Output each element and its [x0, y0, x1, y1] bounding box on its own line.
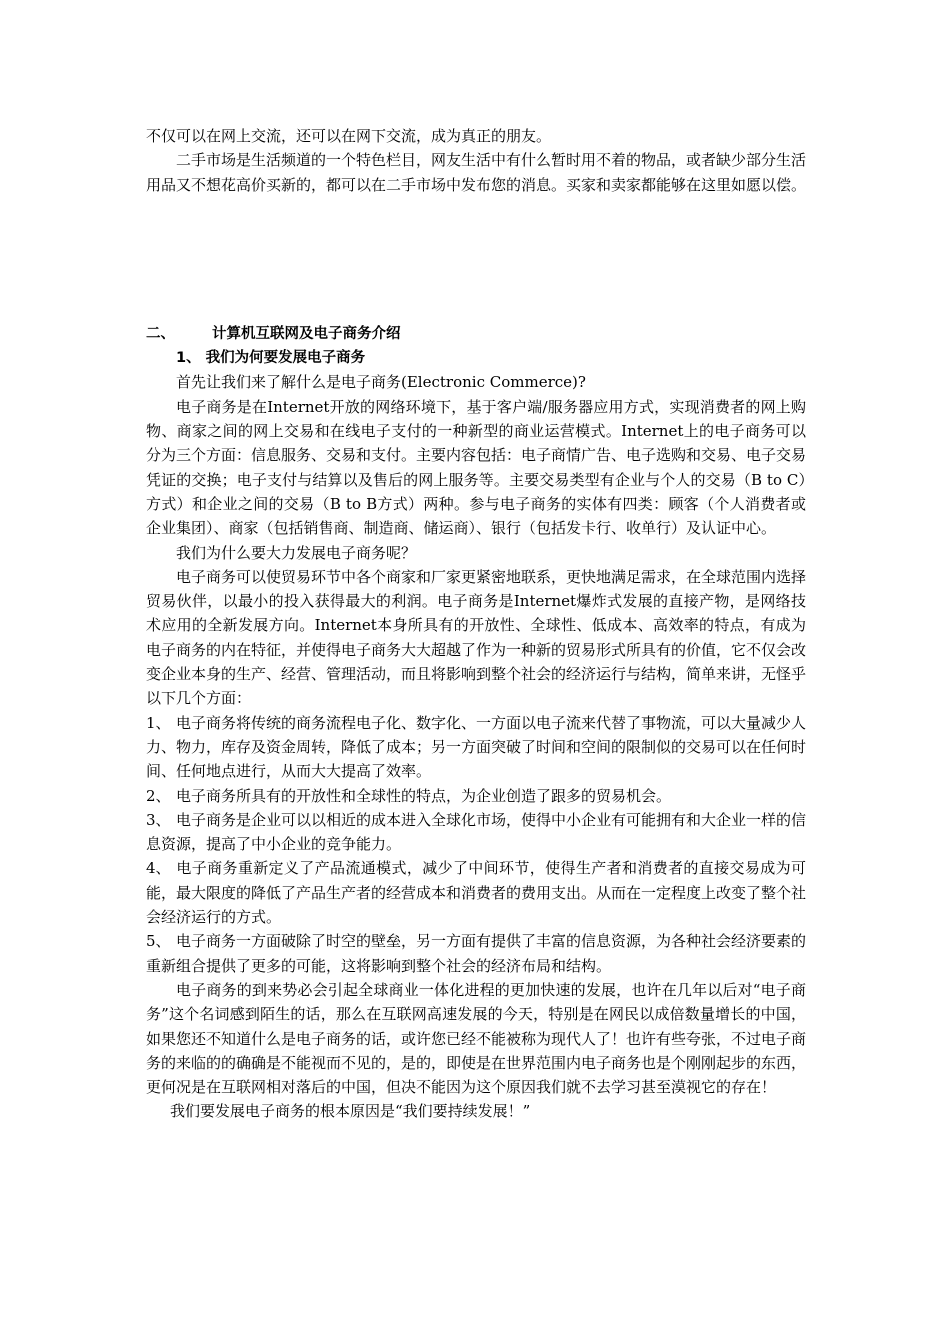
point-number: 2、 [146, 786, 171, 805]
body-paragraph-1: 首先让我们来了解什么是电子商务(Electronic Commerce)? [176, 373, 586, 392]
point-text: 电子商务重新定义了产品流通模式，减少了中间环节，使得生产者和消费者的直接交易成为可能，最大限度的降低了产品生产者的经营成本和消费者的费用支出。从而在一定程度上改变了整个社会经济运行的方式。 [146, 859, 807, 927]
intro-paragraph-2: 二手市场是生活频道的一个特色栏目，网友生活中有什么暂时用不着的物品，或者缺少部分生活用品又不想花高价买新的，都可以在二手市场中发布您的消息。买家和卖家都能够在这里如愿以偿。 [146, 151, 807, 194]
document-content [146, 124, 806, 1124]
point-number: 1、 [146, 713, 171, 732]
point-text: 电子商务一方面破除了时空的壁垒，另一方面有提供了丰富的信息资源，为各种社会经济要素的重新组合提供了更多的可能，这将影响到整个社会的经济布局和结构。 [146, 932, 807, 975]
point-text: 电子商务是企业可以以相近的成本进入全球化市场，使得中小企业有可能拥有和大企业一样的信息资源，提高了中小企业的竞争能力。 [146, 810, 807, 854]
numbered-point-3 [146, 808, 806, 857]
closing-paragraph-2: 我们要发展电子商务的根本原因是“我们要持续发展！” [170, 1102, 531, 1121]
section-number: 二、 [146, 325, 175, 342]
subsection-heading [146, 346, 806, 370]
point-text: 电子商务所具有的开放性和全球性的特点，为企业创造了跟多的贸易机会。 [176, 786, 672, 805]
body-paragraph-2: 电子商务是在Internet开放的网络环境下，基于客户端/服务器应用方式，实现消费者的网上购物、商家之间的网上交易和在线电子支付的一种新型的商业运营模式。Internet上的电子商务可以分为三个方面：信息服务、交易和支付。主要内容包括：电子商情广告、电子选购和交易、电子交易凭证的交换；电子支付与结算以及售后的网上服务等。主要交易类型有企业与个人的交易（B to C）方式）和企业之间的交易（B to B方式）两种。参与电子商务的实体有四类：顾客（个人消费者或企业集团）、商家（包括销售商、制造商、储运商）、银行（包括发卡行、收单行）及认证中心。 [146, 397, 807, 538]
point-text: 电子商务将传统的商务流程电子化、数字化、一方面以电子流来代替了事物流，可以大量减少人力、物力，库存及资金周转，降低了成本；另一方面突破了时间和空间的限制似的交易可以在任何时间、任何地点进行，从而大大提高了效率。 [146, 713, 807, 781]
section-title: 计算机互联网及电子商务介绍 [212, 325, 401, 342]
point-number: 3、 [146, 810, 171, 829]
numbered-point-1 [146, 711, 806, 784]
intro-paragraph-1: 不仅可以在网上交流，还可以在网下交流，成为真正的朋友。 [146, 127, 552, 145]
point-number: 4、 [146, 859, 171, 878]
closing-paragraph-1: 电子商务的到来势必会引起全球商业一体化进程的更加快速的发展，也许在几年以后对“电子商务”这个名词感到陌生的话，那么在互联网高速发展的今天，特别是在网民以成倍数量增长的中国，如果您还不知道什么是电子商务的话，或许您已经不能被称为现代人了！也许有些夸张，不过电子商务的来临的的确确是不能视而不见的，是的，即使是在世界范围内电子商务也是个刚刚起步的东西，更何况是在互联网相对落后的中国，但决不能因为这个原因我们就不去学习甚至漠视它的存在！ [146, 980, 807, 1097]
numbered-point-5 [146, 929, 806, 978]
subsection-title: 我们为何要发展电子商务 [205, 350, 366, 367]
point-number: 5、 [146, 932, 171, 951]
numbered-point-4 [146, 856, 806, 929]
subsection-number: 1、 [176, 350, 201, 367]
body-paragraph-3: 我们为什么要大力发展电子商务呢？ [176, 543, 417, 562]
section-heading [146, 322, 806, 346]
numbered-point-2 [146, 784, 806, 808]
body-paragraph-4: 电子商务可以使贸易环节中各个商家和厂家更紧密地联系，更快地满足需求，在全球范围内选择贸易伙伴，以最小的投入获得最大的利润。电子商务是Internet爆炸式发展的直接产物，是网络技术应用的全新发展方向。Internet本身所具有的开放性、全球性、低成本、高效率的特点，有成为电子商务的内在特征，并使得电子商务大大超越了作为一种新的贸易形式所具有的价值，它不仅会改变企业本身的生产、经营、管理活动，而且将影响到整个社会的经济运行与结构，简单来讲，无怪乎以下几个方面： [146, 567, 807, 708]
